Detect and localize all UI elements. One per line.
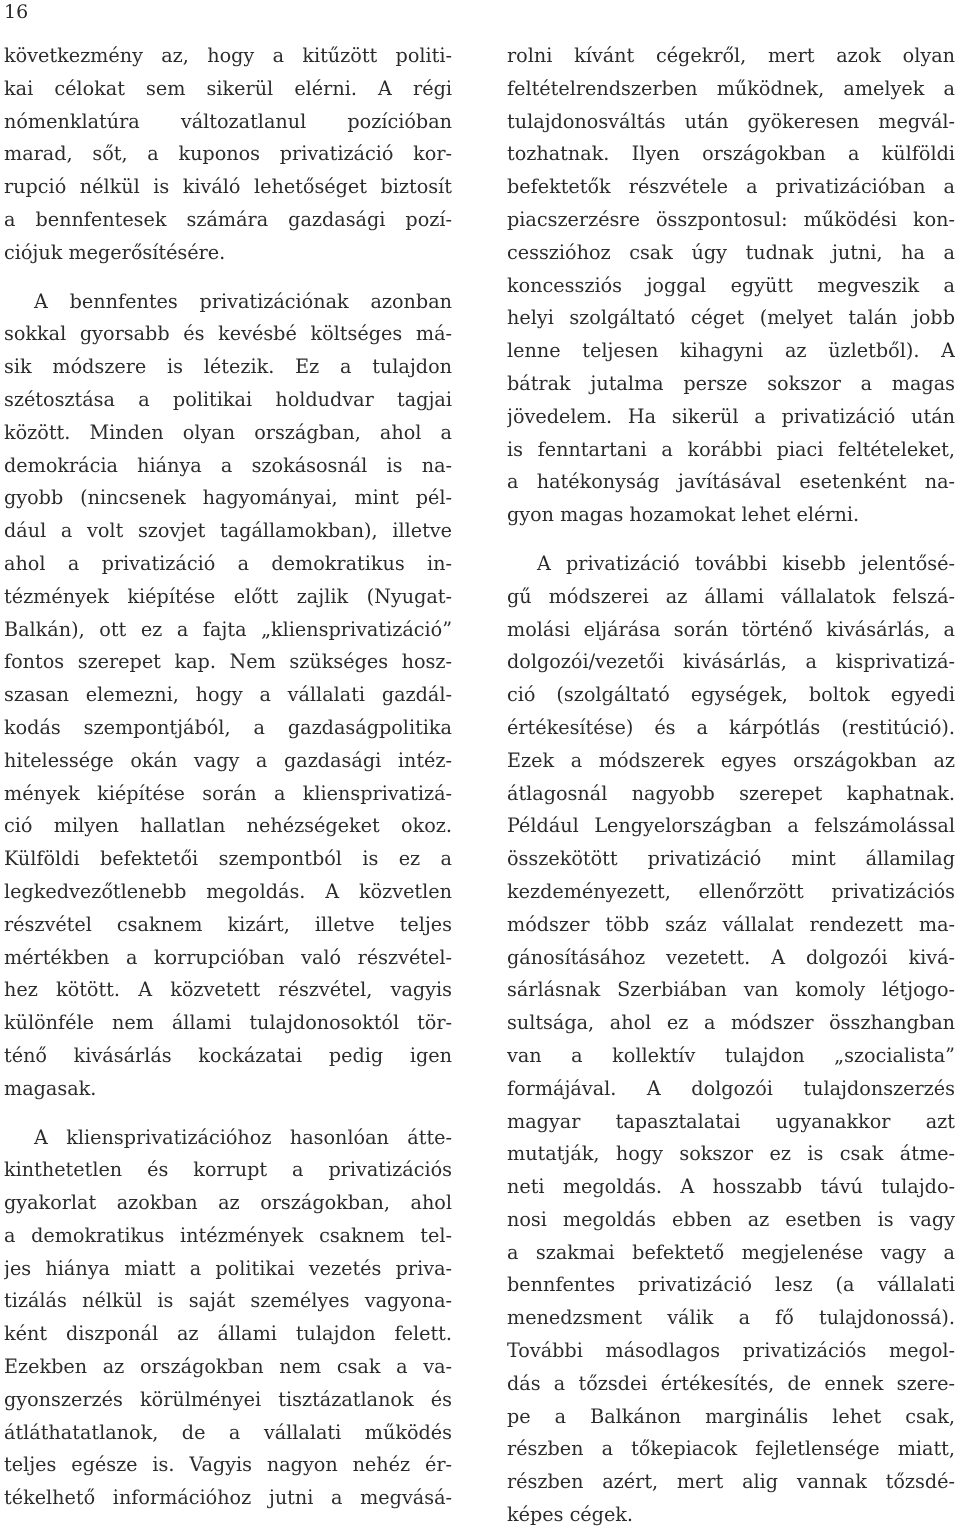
text-line: Például Lengyelországban a felszámolással bbox=[507, 814, 955, 838]
text-line: jes hiánya miatt a politikai vezetés priva- bbox=[4, 1256, 452, 1280]
text-line: jövedelem. Ha sikerül a privatizáció után bbox=[507, 404, 955, 428]
text-line: átláthatatlanok, de a vállalati működés bbox=[4, 1420, 452, 1444]
text-line: cesszióhoz csak úgy tudnak jutni, ha a bbox=[507, 240, 955, 264]
text-line: rolni kívánt cégekről, mert azok olyan bbox=[507, 44, 955, 67]
text-line: szétosztása a politikai holdudvar tagjai bbox=[4, 387, 452, 411]
text-line: hez kötött. A közvetett részvétel, vagyis bbox=[4, 978, 452, 1002]
text-line: A kliensprivatizációhoz hasonlóan átte- bbox=[34, 1125, 452, 1149]
text-line: ténő kivásárlás kockázatai pedig igen bbox=[4, 1043, 452, 1067]
left-column bbox=[4, 40, 452, 1515]
paragraph bbox=[4, 1122, 452, 1516]
text-line: nosi megoldás ebben az esetben is vagy bbox=[507, 1207, 955, 1231]
text-line: kinthetetlen és korrupt a privatizációs bbox=[4, 1158, 452, 1182]
text-line: rupció nélkül is kiváló lehetőséget biztosít bbox=[4, 175, 452, 199]
paragraph bbox=[507, 548, 955, 1532]
text-line: a demokratikus intézmények csaknem tel- bbox=[4, 1223, 452, 1247]
paragraph-gap bbox=[507, 532, 955, 548]
text-line: tozhatnak. Ilyen országokban a külföldi bbox=[507, 142, 955, 166]
text-line: legkedvezőtlenebb megoldás. A közvetlen bbox=[4, 879, 452, 903]
text-line: magyar tapasztalatai ugyanakkor azt bbox=[507, 1109, 955, 1133]
text-line: részben azért, mert alig vannak tőzsdé- bbox=[507, 1470, 955, 1494]
text-line: a hatékonyság javításával esetenként na- bbox=[507, 470, 955, 494]
text-line: részben a tőkepiacok fejletlensége miatt, bbox=[507, 1437, 955, 1461]
text-line: dás a tőzsdei értékesítés, de ennek szere- bbox=[507, 1371, 955, 1395]
text-line: piacszerzésre összpontosul: működési kon- bbox=[507, 207, 955, 231]
text-line: gyonszerzés körülményei tisztázatlanok és bbox=[4, 1387, 452, 1411]
text-line: teljes egésze is. Vagyis nagyon nehéz ér- bbox=[4, 1453, 452, 1477]
text-line: mutatják, hogy sokszor ez is csak átme- bbox=[507, 1142, 955, 1166]
text-line: sultsága, ahol ez a módszer összhangban bbox=[507, 1011, 955, 1035]
text-line: fontos szerepet kap. Nem szükséges hosz- bbox=[4, 650, 452, 674]
paragraph bbox=[4, 40, 452, 270]
text-line: részvétel csaknem kizárt, illetve teljes bbox=[4, 912, 452, 936]
text-line: ció milyen hallatlan nehézségeket okoz. bbox=[4, 814, 452, 838]
text-line: tézmények kiépítése előtt zajlik (Nyugat- bbox=[4, 584, 452, 608]
text-line: tékelhető információhoz jutni a megvásá- bbox=[4, 1486, 452, 1510]
text-line: között. Minden olyan országban, ahol a bbox=[4, 420, 452, 444]
text-line: különféle nem állami tulajdonosoktól tör- bbox=[4, 1011, 452, 1035]
text-line: Külföldi befektetői szempontból is ez a bbox=[4, 847, 452, 871]
text-line: koncessziós joggal együtt megveszik a bbox=[507, 273, 955, 297]
text-line: marad, sőt, a kuponos privatizáció kor- bbox=[4, 142, 452, 166]
text-line: Balkán), ott ez a fajta „kliensprivatizáció” bbox=[4, 617, 452, 641]
text-line: módszer több száz vállalat rendezett ma- bbox=[507, 912, 955, 936]
text-line: is fenntartani a korábbi piaci feltételeket, bbox=[507, 437, 955, 461]
text-line: kodás szempontjából, a gazdaságpolitika bbox=[4, 715, 452, 739]
text-line: dolgozói/vezetői kivásárlás, a kisprivatizá- bbox=[507, 650, 955, 674]
text-line: átlagosnál nagyobb szerepet kaphatnak. bbox=[507, 781, 955, 805]
paragraph bbox=[4, 286, 452, 1106]
text-line: mények kiépítése során a kliensprivatizá- bbox=[4, 781, 452, 805]
text-line: van a kollektív tulajdon „szocialista” bbox=[507, 1043, 955, 1067]
text-line: Ezekben az országokban nem csak a va- bbox=[4, 1355, 452, 1379]
text-line: a szakmai befektető megjelenése vagy a bbox=[507, 1240, 955, 1264]
text-line: gyakorlat azokban az országokban, ahol bbox=[4, 1191, 452, 1215]
text-line: hitelessége okán vagy a gazdasági intéz- bbox=[4, 748, 452, 772]
text-line: értékesítése) és a kárpótlás (restitúció). bbox=[507, 715, 955, 739]
text-line: Ezek a módszerek egyes országokban az bbox=[507, 748, 955, 772]
text-line: gyobb (nincsenek hagyományai, mint pél- bbox=[4, 486, 452, 510]
right-column bbox=[507, 40, 955, 1532]
text-line: a bennfentesek számára gazdasági pozí- bbox=[4, 207, 452, 231]
text-line: A privatizáció további kisebb jelentősé- bbox=[537, 551, 955, 575]
text-line: gánosításához vezetett. A dolgozói kivá- bbox=[507, 945, 955, 969]
text-line: menedzsment válik a fő tulajdonossá). bbox=[507, 1306, 955, 1330]
text-line: gű módszerei az állami vállalatok felszá- bbox=[507, 584, 955, 608]
text-line: pe a Balkánon marginális lehet csak, bbox=[507, 1404, 955, 1428]
text-line: sárlásnak Szerbiában van komoly létjogo- bbox=[507, 978, 955, 1002]
text-line: demokrácia hiánya a szokásosnál is na- bbox=[4, 453, 452, 477]
text-line: sokkal gyorsabb és kevésbé költséges má- bbox=[4, 322, 452, 346]
text-line: formájával. A dolgozói tulajdonszerzés bbox=[507, 1076, 955, 1100]
text-line: További másodlagos privatizációs megol- bbox=[507, 1339, 955, 1363]
text-line: neti megoldás. A hosszabb távú tulajdo- bbox=[507, 1175, 955, 1199]
text-line: lenne teljesen kihagyni az üzletből). A bbox=[507, 339, 955, 363]
text-line: sik módszere is létezik. Ez a tulajdon bbox=[4, 355, 452, 379]
paragraph-gap bbox=[4, 270, 452, 286]
text-line: képes cégek. bbox=[507, 1503, 634, 1527]
paragraph bbox=[507, 40, 955, 532]
text-line: helyi szolgáltató céget (melyet talán jobb bbox=[507, 306, 955, 330]
page-number: 16 bbox=[4, 1, 29, 23]
text-line: kai célokat sem sikerül elérni. A régi bbox=[4, 76, 452, 100]
text-line: bátrak jutalma persze sokszor a magas bbox=[507, 371, 955, 395]
text-line: gyon magas hozamokat lehet elérni. bbox=[507, 503, 860, 527]
paragraph-gap bbox=[4, 1106, 452, 1122]
text-line: ciójuk megerősítésére. bbox=[4, 240, 226, 264]
text-line: nómenklatúra változatlanul pozícióban bbox=[4, 109, 452, 133]
text-line: összekötött privatizáció mint államilag bbox=[507, 847, 955, 871]
text-line: bennfentes privatizáció lesz (a vállalati bbox=[507, 1273, 955, 1297]
text-line: tizálás nélkül is saját személyes vagyona- bbox=[4, 1289, 452, 1313]
text-line: szasan elemezni, hogy a vállalati gazdál- bbox=[4, 683, 452, 707]
text-line: befektetők részvétele a privatizációban a bbox=[507, 175, 955, 199]
text-line: következmény az, hogy a kitűzött politi- bbox=[4, 44, 452, 67]
text-line: mértékben a korrupcióban való részvétel- bbox=[4, 945, 452, 969]
text-line: kezdeményezett, ellenőrzött privatizációs bbox=[507, 879, 955, 903]
text-line: tulajdonosváltás után gyökeresen megvál- bbox=[507, 109, 955, 133]
text-line: molási eljárása során történő kivásárlás, a bbox=[507, 617, 955, 641]
text-line: magasak. bbox=[4, 1076, 97, 1100]
text-line: ként diszponál az állami tulajdon felett. bbox=[4, 1322, 452, 1346]
text-line: feltételrendszerben működnek, amelyek a bbox=[507, 76, 955, 100]
text-line: ahol a privatizáció a demokratikus in- bbox=[4, 551, 452, 575]
text-line: A bennfentes privatizációnak azonban bbox=[34, 289, 452, 313]
text-line: ció (szolgáltató egységek, boltok egyedi bbox=[507, 683, 955, 707]
text-line: dául a volt szovjet tagállamokban), illetve bbox=[4, 519, 452, 543]
